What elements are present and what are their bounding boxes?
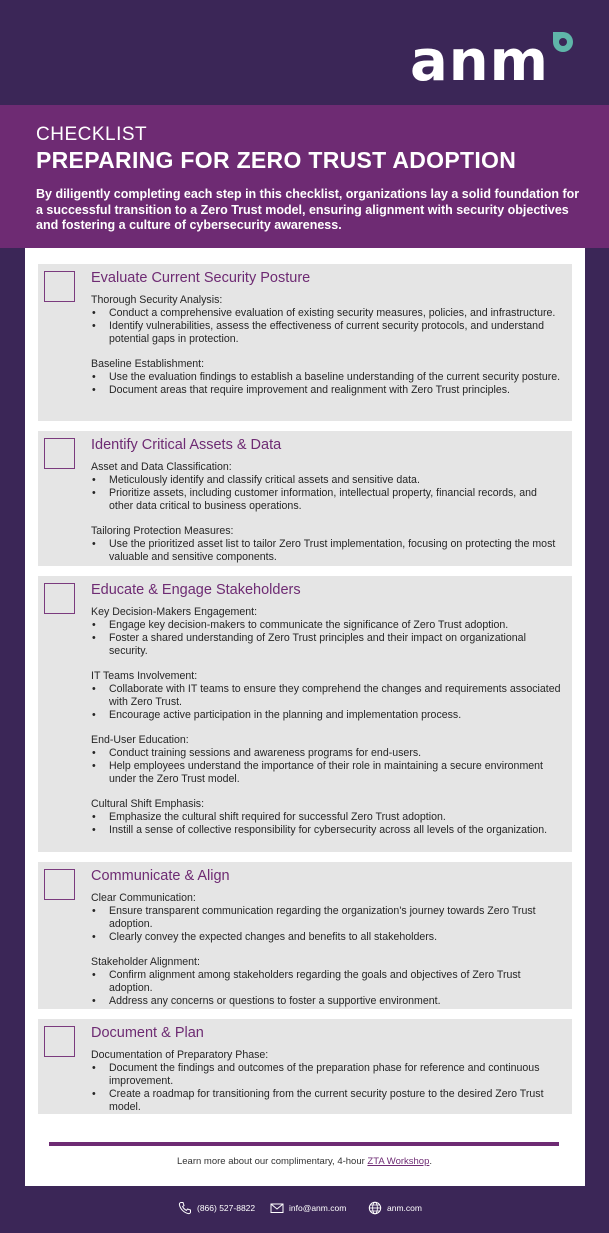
section-heading: IT Teams Involvement: xyxy=(91,670,198,683)
section xyxy=(91,294,561,346)
bullet-item: • Prioritize assets, including customer information, intellectual property, financial records, and other data critical to business operations. xyxy=(91,487,561,513)
section-heading: Cultural Shift Emphasis: xyxy=(91,798,205,811)
checkbox[interactable] xyxy=(44,583,75,614)
checklist-item-title: Document & Plan xyxy=(91,1025,204,1041)
bullet-list xyxy=(91,307,561,346)
bullet-item: • Document the findings and outcomes of the preparation phase for reference and continuous improvement. xyxy=(91,1062,561,1088)
bullet-item: • Ensure transparent communication regarding the organization's journey towards Zero Trust adoption. xyxy=(91,905,561,931)
bullet-item: • Emphasize the cultural shift required for successful Zero Trust adoption. xyxy=(91,811,561,824)
bullet-item: • Foster a shared understanding of Zero Trust principles and their impact on organizational security. xyxy=(91,632,561,658)
bullet-list xyxy=(91,474,561,513)
checklist-item-body xyxy=(91,606,561,837)
checklist-item-body xyxy=(91,892,561,1008)
checklist-item xyxy=(38,862,572,1009)
section-heading: Clear Communication: xyxy=(91,892,196,904)
bullet-item: • Encourage active participation in the planning and implementation process. xyxy=(91,709,561,722)
bullet-item: • Confirm alignment among stakeholders regarding the goals and objectives of Zero Trust adoption. xyxy=(91,969,561,995)
section-heading: Asset and Data Classification: xyxy=(91,461,232,473)
section-heading: Stakeholder Alignment: xyxy=(91,956,200,969)
top-bar xyxy=(0,0,609,105)
checklist-item-body xyxy=(91,1049,561,1114)
bullet-item: • Conduct a comprehensive evaluation of existing security measures, policies, and infrastructure. xyxy=(91,307,561,320)
contact-bar xyxy=(0,1201,609,1217)
bullet-list xyxy=(91,747,561,786)
checkbox[interactable] xyxy=(44,1026,75,1057)
bullet-list xyxy=(91,683,561,722)
section xyxy=(91,892,561,944)
section xyxy=(91,461,561,513)
header-banner xyxy=(0,105,609,248)
checklist-item-body xyxy=(91,461,561,564)
section-heading: Key Decision-Makers Engagement: xyxy=(91,606,258,618)
bullet-item: • Identify vulnerabilities, assess the effectiveness of current security protocols, and understand potential gaps in protection. xyxy=(91,320,561,346)
intro-text: By diligently completing each step in this checklist, organizations lay a solid foundation for a successful transition to a Zero Trust model, ensuring alignment with security objectives and fostering a culture of cybersecurity awareness. xyxy=(36,187,580,232)
bullet-list xyxy=(91,371,561,397)
bullet-list xyxy=(91,619,561,658)
page-title: PREPARING FOR ZERO TRUST ADOPTION xyxy=(36,147,517,173)
bullet-item: • Instill a sense of collective responsibility for cybersecurity across all levels of the organization. xyxy=(91,824,561,837)
email-contact[interactable]: info@anm.com xyxy=(270,1201,346,1215)
section xyxy=(91,670,561,722)
section xyxy=(91,358,561,397)
checkbox[interactable] xyxy=(44,271,75,302)
checkbox[interactable] xyxy=(44,438,75,469)
logo-mark-icon xyxy=(552,31,574,53)
bullet-list xyxy=(91,811,561,837)
bullet-item: • Address any concerns or questions to foster a supportive environment. xyxy=(91,995,561,1008)
website-contact[interactable]: anm.com xyxy=(368,1201,422,1215)
footer-divider xyxy=(49,1142,559,1146)
bullet-item: • Conduct training sessions and awareness programs for end-users. xyxy=(91,747,561,760)
checklist-item xyxy=(38,576,572,852)
bullet-item: • Use the prioritized asset list to tailor Zero Trust implementation, focusing on protecting the most valuable and sensitive components. xyxy=(91,538,561,564)
bullet-item: • Meticulously identify and classify critical assets and sensitive data. xyxy=(91,474,561,487)
section xyxy=(91,606,561,658)
checklist-item-title: Evaluate Current Security Posture xyxy=(91,270,311,286)
bullet-item: • Clearly convey the expected changes and benefits to all stakeholders. xyxy=(91,931,561,944)
bullet-item: • Help employees understand the importance of their role in maintaining a secure environment under the Zero Trust model. xyxy=(91,760,561,786)
section-heading: End-User Education: xyxy=(91,734,189,747)
checklist-item-body xyxy=(91,294,561,397)
section xyxy=(91,798,561,837)
section xyxy=(91,734,561,786)
bullet-list xyxy=(91,969,561,1008)
bullet-list xyxy=(91,1062,561,1114)
checklist-item-title: Communicate & Align xyxy=(91,868,230,884)
checklist-item xyxy=(38,1019,572,1114)
section xyxy=(91,525,561,564)
anm-logo: anm xyxy=(409,29,549,94)
bullet-list xyxy=(91,538,561,564)
bullet-item: • Collaborate with IT teams to ensure they comprehend the changes and requirements associated with Zero Trust. xyxy=(91,683,561,709)
checklist-label: CHECKLIST xyxy=(36,124,148,145)
workshop-note: Learn more about our complimentary, 4-hour ZTA Workshop. xyxy=(176,1156,433,1167)
phone-icon xyxy=(178,1201,192,1215)
bullet-item: • Create a roadmap for transitioning from the current security posture to the desired Zero Trust model. xyxy=(91,1088,561,1114)
section xyxy=(91,956,561,1008)
checkbox[interactable] xyxy=(44,869,75,900)
bullet-item: • Use the evaluation findings to establish a baseline understanding of the current security posture. xyxy=(91,371,561,384)
globe-icon xyxy=(368,1201,382,1215)
checklist-item-title: Identify Critical Assets & Data xyxy=(91,437,282,453)
section-heading: Documentation of Preparatory Phase: xyxy=(91,1049,269,1061)
zta-workshop-link[interactable]: ZTA Workshop xyxy=(367,1156,430,1167)
checklist-item xyxy=(38,431,572,566)
section-heading: Baseline Establishment: xyxy=(91,358,205,371)
bullet-item: • Document areas that require improvement and realignment with Zero Trust principles. xyxy=(91,384,561,397)
bullet-item: • Engage key decision-makers to communicate the significance of Zero Trust adoption. xyxy=(91,619,561,632)
section-heading: Tailoring Protection Measures: xyxy=(91,525,234,538)
mail-icon xyxy=(270,1201,284,1215)
section xyxy=(91,1049,561,1114)
checklist-item-title: Educate & Engage Stakeholders xyxy=(91,582,301,598)
checklist-item xyxy=(38,264,572,421)
bullet-list xyxy=(91,905,561,944)
section-heading: Thorough Security Analysis: xyxy=(91,294,223,306)
phone-contact[interactable]: (866) 527-8822 xyxy=(178,1201,255,1215)
